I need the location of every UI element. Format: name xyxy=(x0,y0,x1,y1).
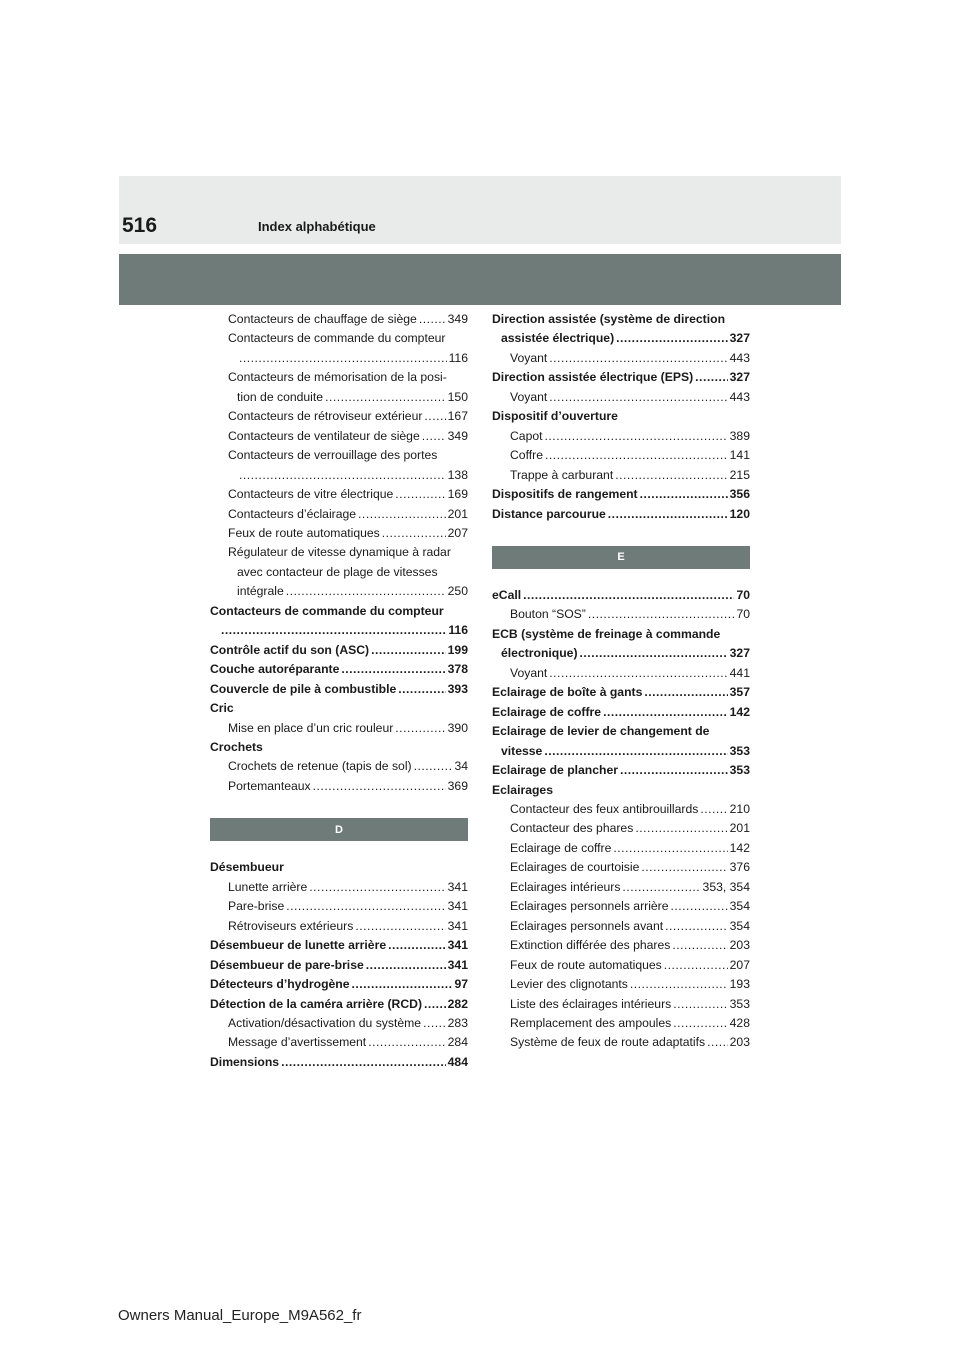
entry-text: Direction assistée électrique (EPS) xyxy=(492,370,694,385)
page-reference: 341 xyxy=(447,938,468,953)
page-reference: 376 xyxy=(729,860,750,875)
index-entry xyxy=(492,310,750,349)
entry-text: Eclairage de coffre xyxy=(492,704,602,719)
index-subentry xyxy=(492,858,750,877)
index-entry xyxy=(210,738,468,757)
leader-dots xyxy=(281,1053,446,1072)
index-subentry xyxy=(210,543,468,601)
entry-text: Contacteurs de ventilateur de siège xyxy=(228,428,420,443)
index-subentry xyxy=(492,466,750,485)
index-subentry xyxy=(210,427,468,446)
entry-text: Eclairages personnels avant xyxy=(510,918,664,933)
entry-text: Cric xyxy=(210,701,234,716)
entry-text: Voyant xyxy=(510,350,548,365)
index-subentry xyxy=(210,757,468,776)
index-subentry xyxy=(210,446,468,485)
leader-dots xyxy=(239,466,446,485)
index-entry xyxy=(492,368,750,387)
leader-dots xyxy=(424,407,445,426)
leader-dots xyxy=(641,858,727,877)
page-reference: 34 xyxy=(454,759,468,774)
index-entry xyxy=(210,956,468,975)
entry-text: Contacteurs de vitre électrique xyxy=(228,487,394,502)
page-reference: 169 xyxy=(447,487,468,502)
index-entry xyxy=(210,858,468,877)
page-reference: 215 xyxy=(729,467,750,482)
index-entry xyxy=(210,660,468,679)
index-subentry xyxy=(492,936,750,955)
leader-dots xyxy=(664,956,728,975)
page-reference: 207 xyxy=(729,957,750,972)
index-entry xyxy=(492,703,750,722)
entry-text: Contacteur des feux antibrouillards xyxy=(510,801,699,816)
index-subentry xyxy=(492,975,750,994)
page-reference: 327 xyxy=(729,370,750,385)
page-reference: 116 xyxy=(448,623,468,638)
entry-text: Contacteurs de rétroviseur extérieur xyxy=(228,409,423,424)
entry-text: Contacteurs de commande du compteur xyxy=(210,603,444,618)
entry-text: Contacteurs de chauffage de siège xyxy=(228,312,417,326)
entry-text: Message d’avertissement xyxy=(228,1035,367,1050)
page-reference: 353 xyxy=(729,763,750,778)
page-reference: 199 xyxy=(447,642,468,657)
header-dark-band xyxy=(119,254,841,305)
leader-dots xyxy=(671,897,728,916)
leader-dots xyxy=(630,975,728,994)
leader-dots xyxy=(673,1014,727,1033)
index-entry xyxy=(210,602,468,641)
index-subentry xyxy=(492,446,750,465)
page-reference: 349 xyxy=(447,428,468,443)
page-reference: 389 xyxy=(729,428,750,443)
index-subentry xyxy=(492,800,750,819)
leader-dots xyxy=(239,349,447,368)
leader-dots xyxy=(352,975,453,994)
page-reference: 282 xyxy=(447,996,468,1011)
index-subentry xyxy=(492,349,750,368)
entry-text: Dimensions xyxy=(210,1054,280,1069)
index-subentry xyxy=(492,956,750,975)
page-reference: 70 xyxy=(736,607,750,622)
entry-text: Eclairage de levier de changement de xyxy=(492,724,710,739)
leader-dots xyxy=(382,524,446,543)
entry-text: Trappe à carburant xyxy=(510,467,614,482)
page-reference: 369 xyxy=(447,778,468,793)
index-subentry xyxy=(492,664,750,683)
entry-text: Pare-brise xyxy=(228,899,285,914)
page-reference: 443 xyxy=(729,350,750,365)
page-reference: 327 xyxy=(729,331,750,346)
entry-text: ECB (système de freinage à commande xyxy=(492,626,721,641)
entry-text: tion de conduite xyxy=(237,389,324,404)
page-reference: 142 xyxy=(729,840,750,855)
leader-dots xyxy=(580,644,728,663)
entry-text: Désembueur de pare-brise xyxy=(210,957,364,972)
entry-text: Feux de route automatiques xyxy=(228,525,380,540)
page-reference: 353 xyxy=(729,996,750,1011)
leader-dots xyxy=(707,1033,728,1052)
leader-dots xyxy=(368,1033,445,1052)
index-entry xyxy=(492,586,750,605)
leader-dots xyxy=(355,917,445,936)
entry-text: Couvercle de pile à combustible xyxy=(210,681,397,696)
leader-dots xyxy=(603,703,728,722)
leader-dots xyxy=(424,995,446,1014)
entry-text: Activation/désactivation du système xyxy=(228,1015,422,1030)
entry-text: Contacteurs de commande du compteur xyxy=(228,331,446,346)
leader-dots xyxy=(309,878,445,897)
entry-text: Crochets de retenue (tapis de sol) xyxy=(228,759,412,774)
index-column-right xyxy=(492,310,750,1053)
letter-heading: D xyxy=(210,818,468,841)
leader-dots xyxy=(388,936,446,955)
page-reference: 284 xyxy=(447,1035,468,1050)
page-reference: 354 xyxy=(729,918,750,933)
footer-text: Owners Manual_Europe_M9A562_fr xyxy=(118,1307,362,1324)
header-top-band xyxy=(119,176,841,244)
leader-dots xyxy=(523,586,734,605)
leader-dots xyxy=(700,800,727,819)
entry-text: Direction assistée (système de direction xyxy=(492,312,726,326)
index-entry xyxy=(492,407,750,426)
entry-text: électronique) xyxy=(501,646,578,661)
page-reference: 141 xyxy=(729,448,750,463)
letter-heading: E xyxy=(492,546,750,569)
leader-dots xyxy=(673,995,727,1014)
index-entry xyxy=(492,761,750,780)
entry-text: Remplacement des ampoules xyxy=(510,1015,672,1030)
page-reference: 341 xyxy=(447,879,468,894)
page-reference: 393 xyxy=(447,681,468,696)
leader-dots xyxy=(398,680,445,699)
leader-dots xyxy=(395,485,445,504)
entry-text: Lunette arrière xyxy=(228,879,308,894)
index-subentry xyxy=(210,368,468,407)
section-title: Index alphabétique xyxy=(258,219,376,234)
index-entry xyxy=(492,485,750,504)
page-reference: 341 xyxy=(447,899,468,914)
entry-text: Mise en place d’un cric rouleur xyxy=(228,720,394,735)
entry-text: Voyant xyxy=(510,665,548,680)
page-reference: 327 xyxy=(729,646,750,661)
leader-dots xyxy=(608,505,728,524)
index-subentry xyxy=(210,1033,468,1052)
page-reference: 142 xyxy=(729,704,750,719)
index-entry xyxy=(210,641,468,660)
leader-dots xyxy=(615,466,727,485)
leader-dots xyxy=(695,368,727,387)
index-subentry xyxy=(210,1014,468,1033)
page-reference: 203 xyxy=(729,1035,750,1050)
leader-dots xyxy=(620,761,728,780)
page-reference: 283 xyxy=(447,1015,468,1030)
entry-text: Détecteurs d’hydrogène xyxy=(210,977,350,992)
page-number: 516 xyxy=(122,214,158,237)
page-reference: 138 xyxy=(447,467,468,482)
page-reference: 207 xyxy=(447,525,468,540)
index-subentry xyxy=(492,917,750,936)
leader-dots xyxy=(640,485,728,504)
index-column-left xyxy=(210,310,468,1072)
index-entry xyxy=(492,625,750,664)
entry-text: Contacteurs de mémorisation de la posi- xyxy=(228,370,447,385)
index-subentry xyxy=(492,605,750,624)
page-reference: 193 xyxy=(729,977,750,992)
entry-text: Eclairage de boîte à gants xyxy=(492,685,643,700)
leader-dots xyxy=(419,310,446,329)
page-reference: 203 xyxy=(729,938,750,953)
entry-text: Crochets xyxy=(210,739,263,754)
index-subentry xyxy=(210,897,468,916)
entry-text: Voyant xyxy=(510,389,548,404)
entry-text: Couche autoréparante xyxy=(210,662,340,677)
page-reference: 353, 354 xyxy=(702,879,750,894)
entry-text: Eclairages personnels arrière xyxy=(510,899,669,914)
index-subentry xyxy=(210,505,468,524)
index-entry xyxy=(492,722,750,761)
leader-dots xyxy=(358,505,446,524)
entry-text: Distance parcourue xyxy=(492,506,606,521)
leader-dots xyxy=(672,936,727,955)
page-reference: 356 xyxy=(729,487,750,502)
index-entry xyxy=(492,781,750,800)
entry-text: Contrôle actif du son (ASC) xyxy=(210,642,370,657)
index-subentry xyxy=(210,407,468,426)
leader-dots xyxy=(588,605,735,624)
index-entry xyxy=(210,995,468,1014)
index-subentry xyxy=(492,1033,750,1052)
leader-dots xyxy=(545,446,728,465)
entry-text: Contacteurs de verrouillage des portes xyxy=(228,448,438,463)
leader-dots xyxy=(423,1014,446,1033)
entry-text: Dispositif d’ouverture xyxy=(492,409,618,424)
entry-text: eCall xyxy=(492,587,522,602)
entry-text: Contacteurs d’éclairage xyxy=(228,506,357,521)
index-subentry xyxy=(492,995,750,1014)
entry-text: Eclairages xyxy=(492,782,553,797)
entry-text: Régulateur de vitesse dynamique à radar xyxy=(228,545,451,560)
leader-dots xyxy=(544,742,727,761)
leader-dots xyxy=(221,621,446,640)
page-reference: 428 xyxy=(729,1015,750,1030)
entry-text: vitesse xyxy=(501,743,543,758)
entry-text: Contacteur des phares xyxy=(510,821,634,836)
index-entry xyxy=(210,1053,468,1072)
index-entry xyxy=(210,936,468,955)
page-reference: 378 xyxy=(447,662,468,677)
entry-text: Bouton “SOS” xyxy=(510,607,586,622)
leader-dots xyxy=(549,664,727,683)
leader-dots xyxy=(635,819,727,838)
index-subentry xyxy=(210,524,468,543)
leader-dots xyxy=(366,956,446,975)
leader-dots xyxy=(549,349,727,368)
entry-text: Extinction différée des phares xyxy=(510,938,671,953)
index-subentry xyxy=(210,719,468,738)
index-entry xyxy=(492,505,750,524)
index-subentry xyxy=(492,819,750,838)
entry-text: assistée électrique) xyxy=(501,331,615,346)
page-reference: 250 xyxy=(447,584,468,599)
leader-dots xyxy=(422,427,446,446)
page-reference: 484 xyxy=(447,1054,468,1069)
entry-text: Dispositifs de rangement xyxy=(492,487,638,502)
entry-text: Désembueur de lunette arrière xyxy=(210,938,387,953)
index-entry xyxy=(492,683,750,702)
leader-dots xyxy=(549,388,727,407)
page-reference: 210 xyxy=(729,801,750,816)
leader-dots xyxy=(665,917,728,936)
entry-text: Eclairages de courtoisie xyxy=(510,860,640,875)
leader-dots xyxy=(341,660,445,679)
entry-text: Eclairage de plancher xyxy=(492,763,618,778)
entry-text: Eclairages intérieurs xyxy=(510,879,621,894)
page-reference: 201 xyxy=(447,506,468,521)
leader-dots xyxy=(644,683,727,702)
leader-dots xyxy=(616,329,728,348)
page-reference: 70 xyxy=(736,587,750,602)
page-reference: 357 xyxy=(729,685,750,700)
leader-dots xyxy=(613,839,727,858)
entry-text: Levier des clignotants xyxy=(510,977,628,992)
index-entry xyxy=(210,975,468,994)
index-subentry xyxy=(210,310,468,329)
index-subentry xyxy=(492,388,750,407)
entry-text: Désembueur xyxy=(210,860,284,875)
index-subentry xyxy=(210,777,468,796)
entry-text: Rétroviseurs extérieurs xyxy=(228,918,354,933)
page-reference: 353 xyxy=(729,743,750,758)
entry-text: intégrale xyxy=(237,584,284,599)
index-subentry xyxy=(492,897,750,916)
entry-text: Eclairage de coffre xyxy=(510,840,612,855)
page-reference: 120 xyxy=(729,506,750,521)
entry-text: Feux de route automatiques xyxy=(510,957,662,972)
leader-dots xyxy=(371,641,446,660)
page-reference: 97 xyxy=(454,977,468,992)
index-subentry xyxy=(492,839,750,858)
leader-dots xyxy=(325,388,446,407)
page-reference: 443 xyxy=(729,389,750,404)
leader-dots xyxy=(545,427,728,446)
index-subentry xyxy=(492,1014,750,1033)
leader-dots xyxy=(395,719,445,738)
page-reference: 341 xyxy=(447,918,468,933)
leader-dots xyxy=(622,878,700,897)
entry-text: Liste des éclairages intérieurs xyxy=(510,996,672,1011)
page-reference: 390 xyxy=(447,720,468,735)
entry-text: Capot xyxy=(510,428,543,443)
entry-text: Coffre xyxy=(510,448,543,463)
page-reference: 341 xyxy=(447,957,468,972)
page-reference: 354 xyxy=(729,899,750,914)
leader-dots xyxy=(313,777,446,796)
leader-dots xyxy=(286,582,446,601)
index-entry xyxy=(210,680,468,699)
page-reference: 441 xyxy=(729,665,750,680)
index-subentry xyxy=(210,485,468,504)
index-subentry xyxy=(492,878,750,897)
index-subentry xyxy=(492,427,750,446)
entry-text: Détection de la caméra arrière (RCD) xyxy=(210,996,423,1011)
entry-text: avec contacteur de plage de vitesses xyxy=(237,564,438,579)
index-entry xyxy=(210,699,468,718)
page-reference: 116 xyxy=(448,350,468,365)
page-reference: 167 xyxy=(447,409,468,424)
leader-dots xyxy=(414,757,453,776)
page-reference: 349 xyxy=(447,312,468,326)
index-subentry xyxy=(210,917,468,936)
page-reference: 201 xyxy=(729,821,750,836)
index-subentry xyxy=(210,878,468,897)
page-reference: 150 xyxy=(447,389,468,404)
entry-text: Système de feux de route adaptatifs xyxy=(510,1035,706,1050)
entry-text: Portemanteaux xyxy=(228,778,311,793)
index-subentry xyxy=(210,329,468,368)
leader-dots xyxy=(286,897,445,916)
